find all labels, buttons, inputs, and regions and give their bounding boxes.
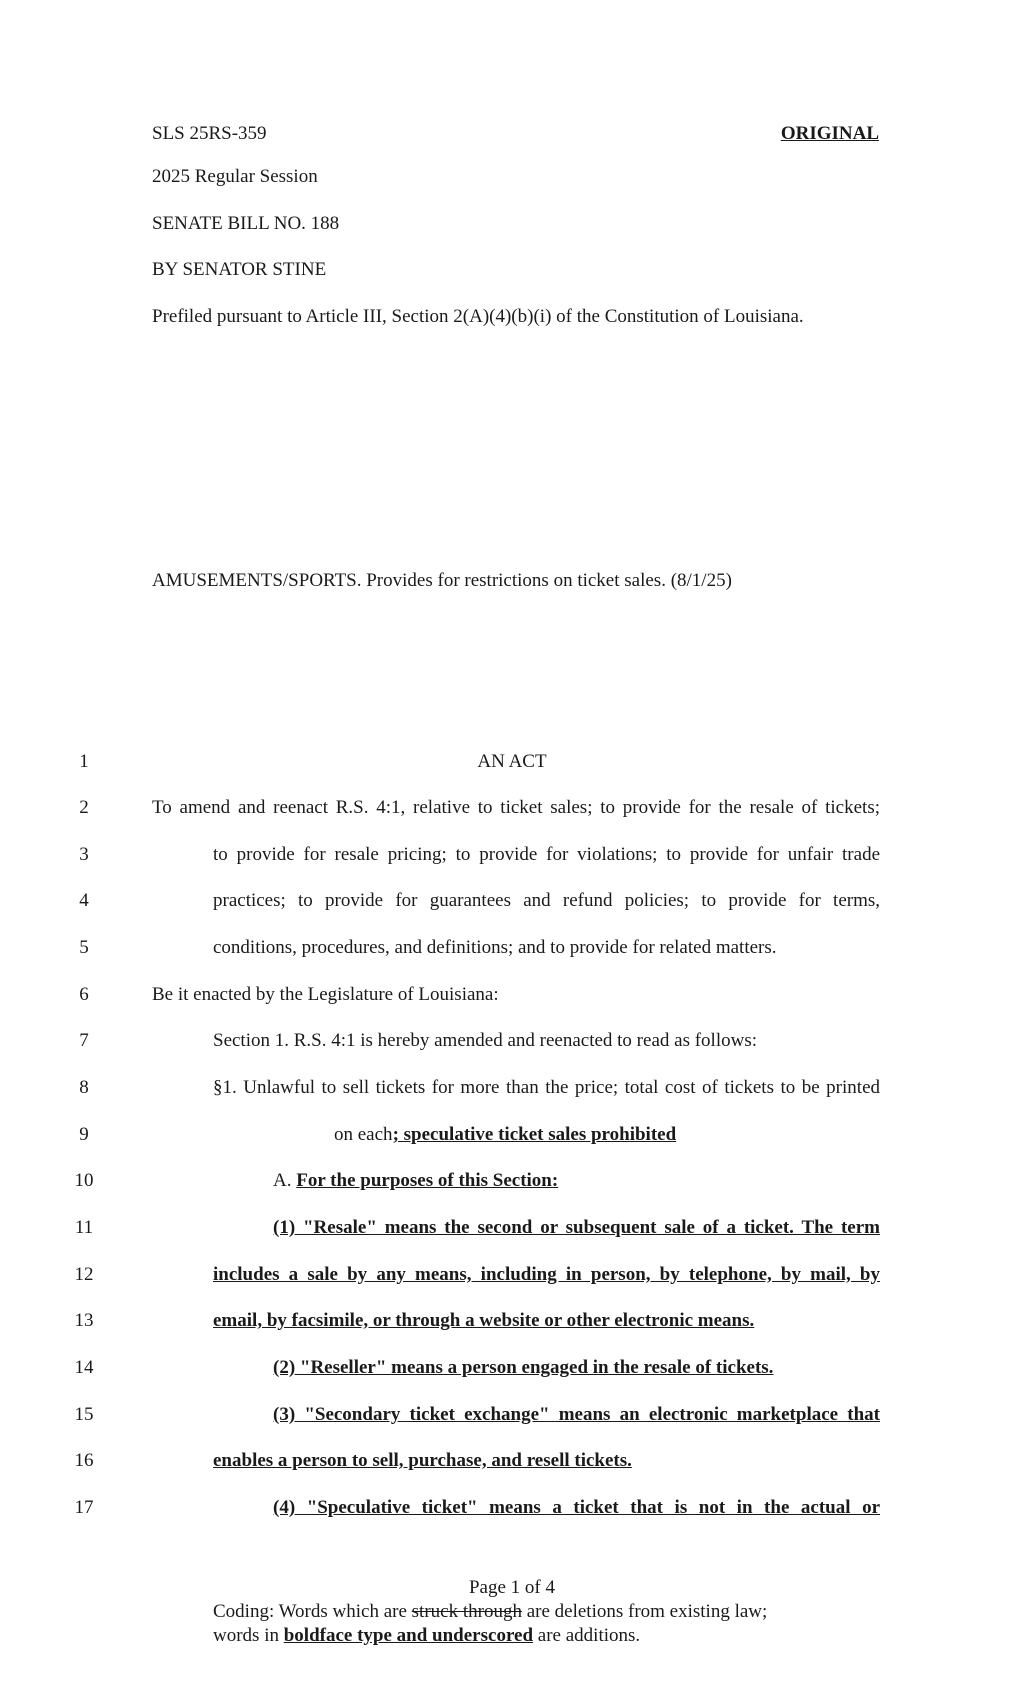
line-number: 12 [74,1264,94,1285]
coding-text: are deletions from existing law; [521,1601,768,1622]
bill-line [0,1077,1024,1103]
bill-line [0,1450,1024,1476]
added-text: ; speculative ticket sales prohibited [392,1124,677,1145]
line-number: 14 [74,1357,94,1378]
bill-line [0,1497,1024,1523]
bill-line [0,1264,1024,1290]
line-number: 4 [79,890,89,911]
bill-line [0,751,1024,777]
prefiled-note: Prefiled pursuant to Article III, Section 2(A)(4)(b)(i) of the Constitution of Louisiana. [152,306,804,327]
bill-line [0,1124,1024,1150]
line-text: practices; to provide for guarantees and refund policies; to provide for terms, [213,890,880,911]
line-text: To amend and reenact R.S. 4:1, relative to ticket sales; to provide for the resale of tickets; [152,797,880,818]
page-number: Page 1 of 4 [468,1577,555,1598]
coding-legend-line-1 [213,1601,767,1623]
bill-line [0,1404,1024,1430]
added-text: (2) "Reseller" means a person engaged in the resale of tickets. [273,1357,774,1378]
added-text: enables a person to sell, purchase, and resell tickets. [213,1450,632,1471]
coding-legend-line-2 [213,1625,640,1647]
line-number: 2 [79,797,89,818]
line-number: 15 [74,1404,94,1425]
coding-text: are additions. [533,1625,641,1646]
section-heading: §1. Unlawful to sell tickets for more than the price; total cost of tickets to be printed [213,1077,880,1098]
added-text: For the purposes of this Section: [296,1170,559,1191]
line-text: to provide for resale pricing; to provide for violations; to provide for unfair trade [213,844,880,865]
bill-line [0,984,1024,1010]
added-text: (4) "Speculative ticket" means a ticket that is not in the actual or [273,1497,880,1518]
added-text: (1) "Resale" means the second or subsequent sale of a ticket. The term [273,1217,880,1238]
bill-line [0,1357,1024,1383]
line-number: 11 [74,1217,94,1238]
line-number: 13 [74,1310,94,1331]
line-text: on each [334,1124,393,1145]
bill-line [0,890,1024,916]
added-text: email, by facsimile, or through a website or other electronic means. [213,1310,755,1331]
line-number: 7 [79,1030,89,1051]
bill-author: BY SENATOR STINE [152,259,327,280]
line-number: 10 [74,1170,94,1191]
session: 2025 Regular Session [152,166,318,187]
line-number: 8 [79,1077,89,1098]
line-number: 6 [79,984,89,1005]
bill-line [0,937,1024,963]
version-label: ORIGINAL [780,123,879,144]
strike-example: struck through [411,1601,522,1622]
line-number: 9 [79,1124,89,1145]
bill-line [0,844,1024,870]
addition-example: boldface type and underscored [283,1625,534,1646]
coding-text: Coding: Words which are [213,1601,412,1622]
added-text: includes a sale by any means, including in person, by telephone, by mail, by [213,1264,880,1285]
line-text: A. [273,1170,297,1191]
bill-code: SLS 25RS-359 [152,123,267,144]
act-title: AN ACT [477,751,547,772]
bill-number: SENATE BILL NO. 188 [152,213,340,234]
added-text: (3) "Secondary ticket exchange" means an electronic marketplace that [273,1404,880,1425]
digest: AMUSEMENTS/SPORTS. Provides for restrictions on ticket sales. (8/1/25) [152,570,732,591]
line-number: 5 [79,937,89,958]
line-number: 3 [79,844,89,865]
line-number: 17 [74,1497,94,1518]
bill-line [0,1170,1024,1196]
line-text: Be it enacted by the Legislature of Louisiana: [152,984,499,1005]
bill-line [0,1030,1024,1056]
coding-text: words in [213,1625,284,1646]
line-number: 1 [79,751,89,772]
line-text: conditions, procedures, and definitions; and to provide for related matters. [213,937,777,958]
bill-line [0,1310,1024,1336]
bill-line [0,797,1024,823]
bill-line [0,1217,1024,1243]
line-text: Section 1. R.S. 4:1 is hereby amended and reenacted to read as follows: [213,1030,757,1051]
line-number: 16 [74,1450,94,1471]
